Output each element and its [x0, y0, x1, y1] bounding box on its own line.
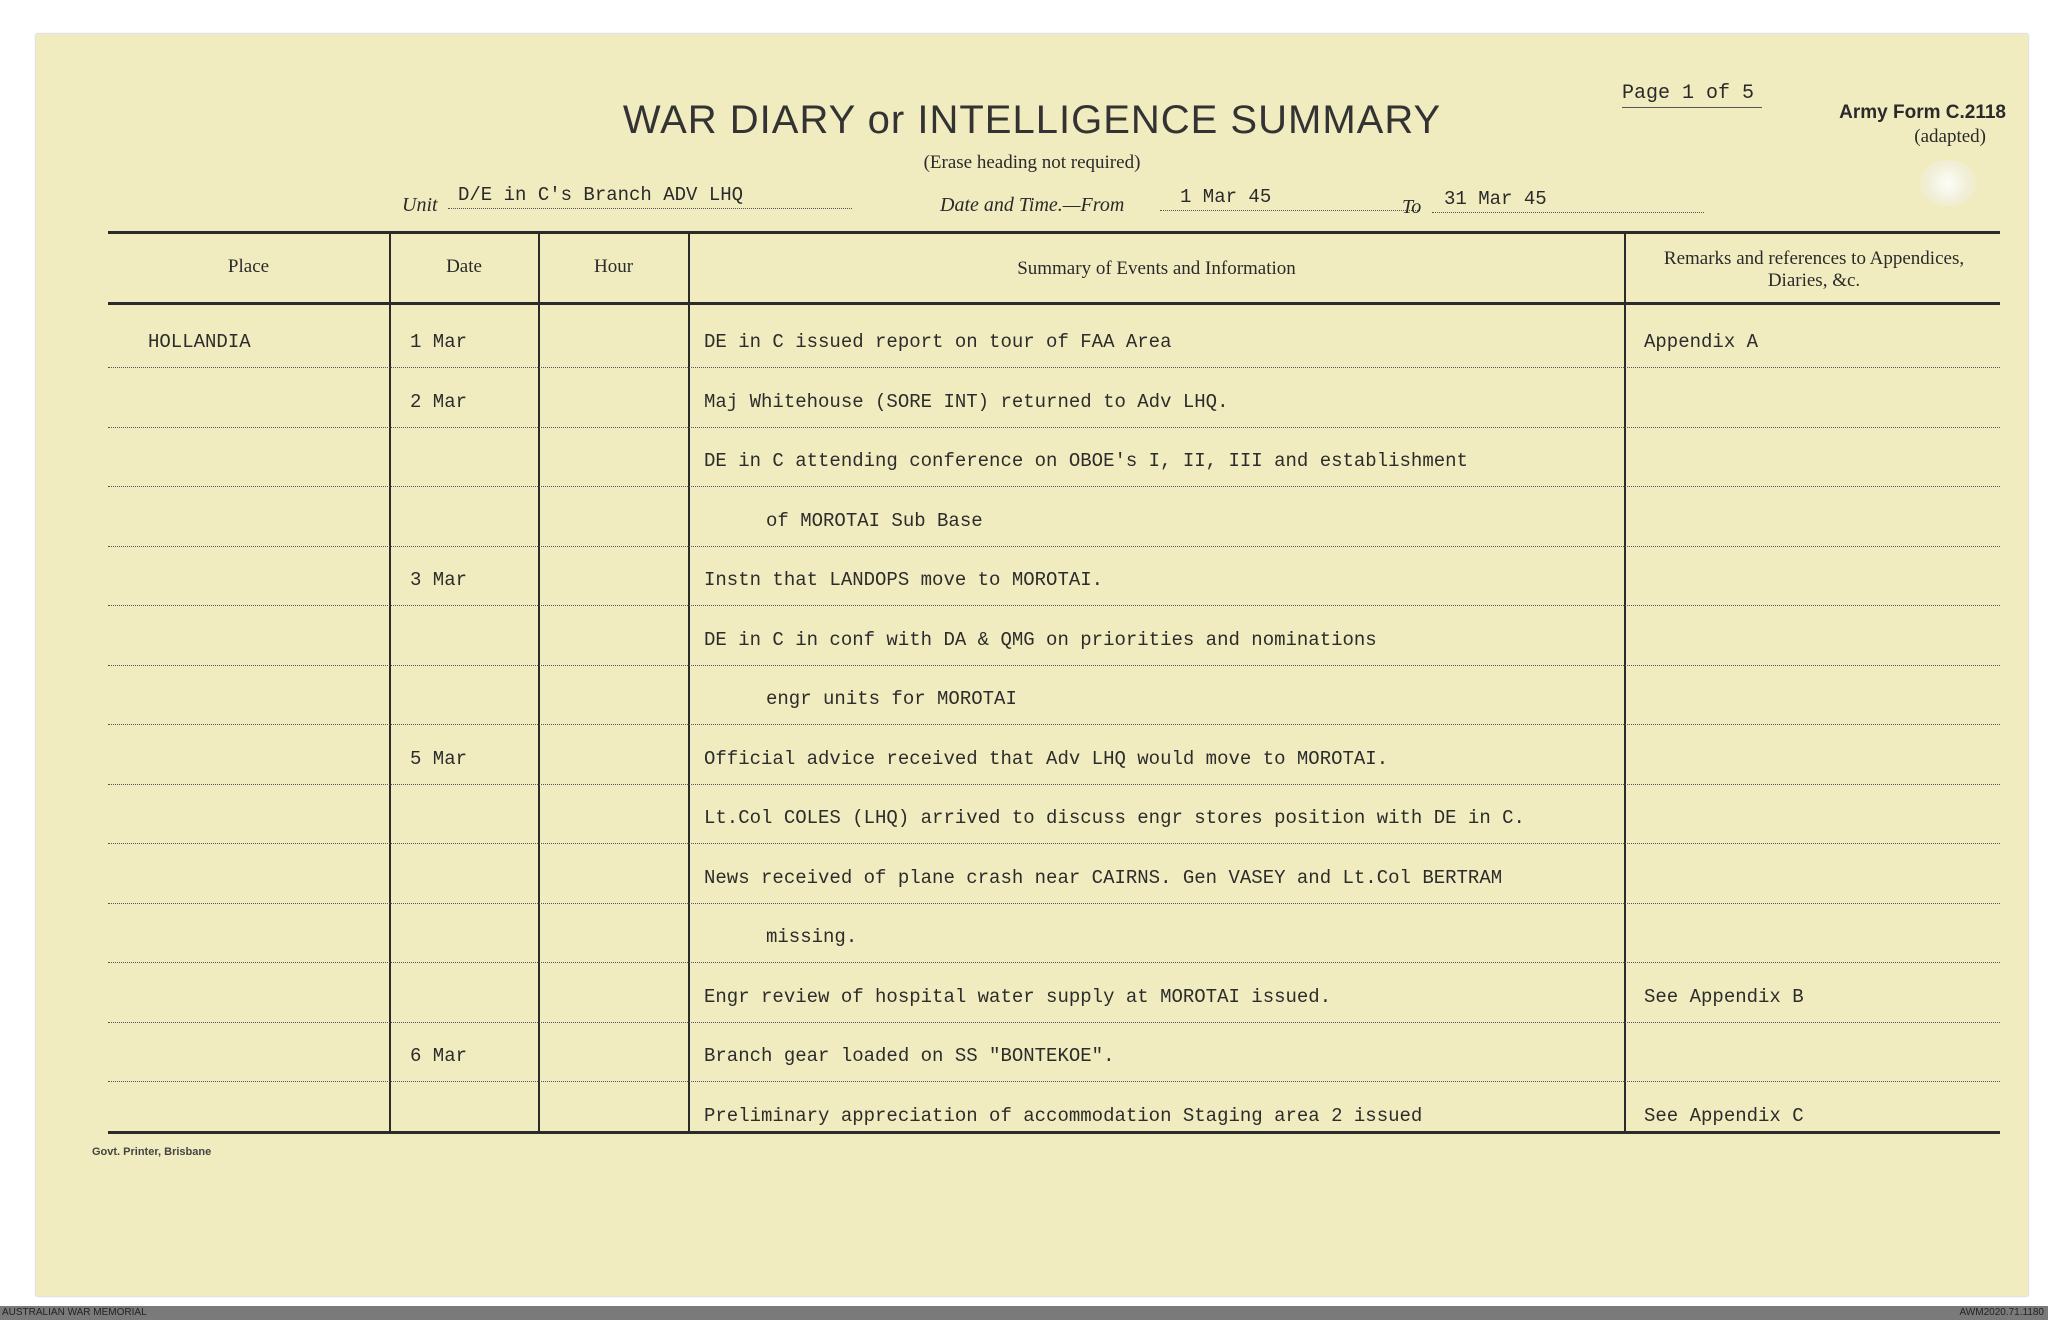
- unit-label: Unit: [402, 194, 438, 216]
- row-summary: Preliminary appreciation of accommodation Staging area 2 issued: [704, 1104, 1423, 1127]
- to-label: To: [1402, 196, 1422, 218]
- row-rule: [108, 784, 2000, 785]
- diary-table: [36, 34, 2028, 1296]
- row-place: HOLLANDIA: [148, 331, 251, 353]
- row-date: 2 Mar: [410, 390, 468, 413]
- from-date: 1 Mar 45: [1160, 186, 1420, 211]
- col-divider-place: [389, 231, 391, 1131]
- row-rule: [108, 605, 2000, 606]
- row-summary: engr units for MOROTAI: [766, 688, 1017, 710]
- row-date: 3 Mar: [410, 569, 468, 591]
- col-divider-date: [538, 231, 540, 1131]
- row-rule: [108, 427, 2000, 428]
- col-head-summary: Summary of Events and Information: [1017, 258, 1296, 279]
- row-summary: Lt.Col COLES (LHQ) arrived to discuss engr stores position with DE in C.: [704, 807, 1525, 829]
- row-date: 6 Mar: [410, 1045, 468, 1067]
- printer-imprint: Govt. Printer, Brisbane: [92, 1146, 212, 1158]
- row-rule: [108, 486, 2000, 487]
- row-remarks: See Appendix C: [1644, 1104, 1804, 1127]
- adapted-note: (adapted): [1914, 126, 1986, 147]
- row-remarks: Appendix A: [1644, 331, 1759, 353]
- row-rule: [108, 962, 2000, 963]
- form-subtitle: (Erase heading not required): [923, 152, 1141, 173]
- row-rule: [108, 903, 2000, 904]
- row-rule: [108, 1022, 2000, 1023]
- row-date: 1 Mar: [410, 331, 468, 353]
- row-rule: [108, 724, 2000, 725]
- col-head-date: Date: [446, 256, 482, 277]
- row-summary: Official advice received that Adv LHQ would move to MOROTAI.: [704, 747, 1389, 770]
- table-top-rule: [108, 231, 2000, 234]
- row-rule: [108, 665, 2000, 666]
- army-form-number: Army Form C.2118: [1839, 102, 2006, 123]
- date-time-label: Date and Time.—From: [940, 194, 1125, 216]
- col-divider-hour: [688, 231, 690, 1131]
- row-summary: Maj Whitehouse (SORE INT) returned to Adv LHQ.: [704, 390, 1229, 413]
- row-date: 5 Mar: [410, 747, 468, 770]
- row-summary: DE in C in conf with DA & QMG on priorities and nominations: [704, 628, 1377, 651]
- unit-value: D/E in C's Branch ADV LHQ: [448, 184, 852, 209]
- col-head-remarks: Remarks and references to Appendices, Diaries, &c.: [1663, 248, 1965, 291]
- archive-credit: AUSTRALIAN WAR MEMORIAL: [2, 1307, 147, 1318]
- row-summary: DE in C issued report on tour of FAA Area: [704, 331, 1172, 353]
- row-rule: [108, 843, 2000, 844]
- row-summary: Branch gear loaded on SS "BONTEKOE".: [704, 1045, 1115, 1067]
- form-title: WAR DIARY or INTELLIGENCE SUMMARY: [622, 98, 1442, 142]
- row-summary: News received of plane crash near CAIRNS. Gen VASEY and Lt.Col BERTRAM: [704, 866, 1503, 889]
- table-bottom-rule: [108, 1131, 2000, 1134]
- row-summary: Instn that LANDOPS move to MOROTAI.: [704, 569, 1104, 591]
- archive-reference: AWM2020.71.1180: [1959, 1307, 2044, 1318]
- to-date: 31 Mar 45: [1432, 188, 1704, 213]
- row-summary: Engr review of hospital water supply at MOROTAI issued.: [704, 985, 1332, 1008]
- row-summary: missing.: [766, 926, 858, 948]
- col-divider-summary: [1624, 231, 1626, 1131]
- row-rule: [108, 546, 2000, 547]
- col-head-hour: Hour: [593, 256, 634, 277]
- row-remarks: See Appendix B: [1644, 985, 1804, 1008]
- row-summary: DE in C attending conference on OBOE's I, II, III and establishment: [704, 450, 1468, 472]
- header-bottom-rule: [108, 302, 2000, 305]
- col-head-place: Place: [227, 256, 270, 277]
- page-number: Page 1 of 5: [1622, 82, 1762, 108]
- diary-sheet: [36, 34, 2028, 1296]
- row-summary: of MOROTAI Sub Base: [766, 509, 983, 532]
- row-rule: [108, 1081, 2000, 1082]
- row-rule: [108, 367, 2000, 368]
